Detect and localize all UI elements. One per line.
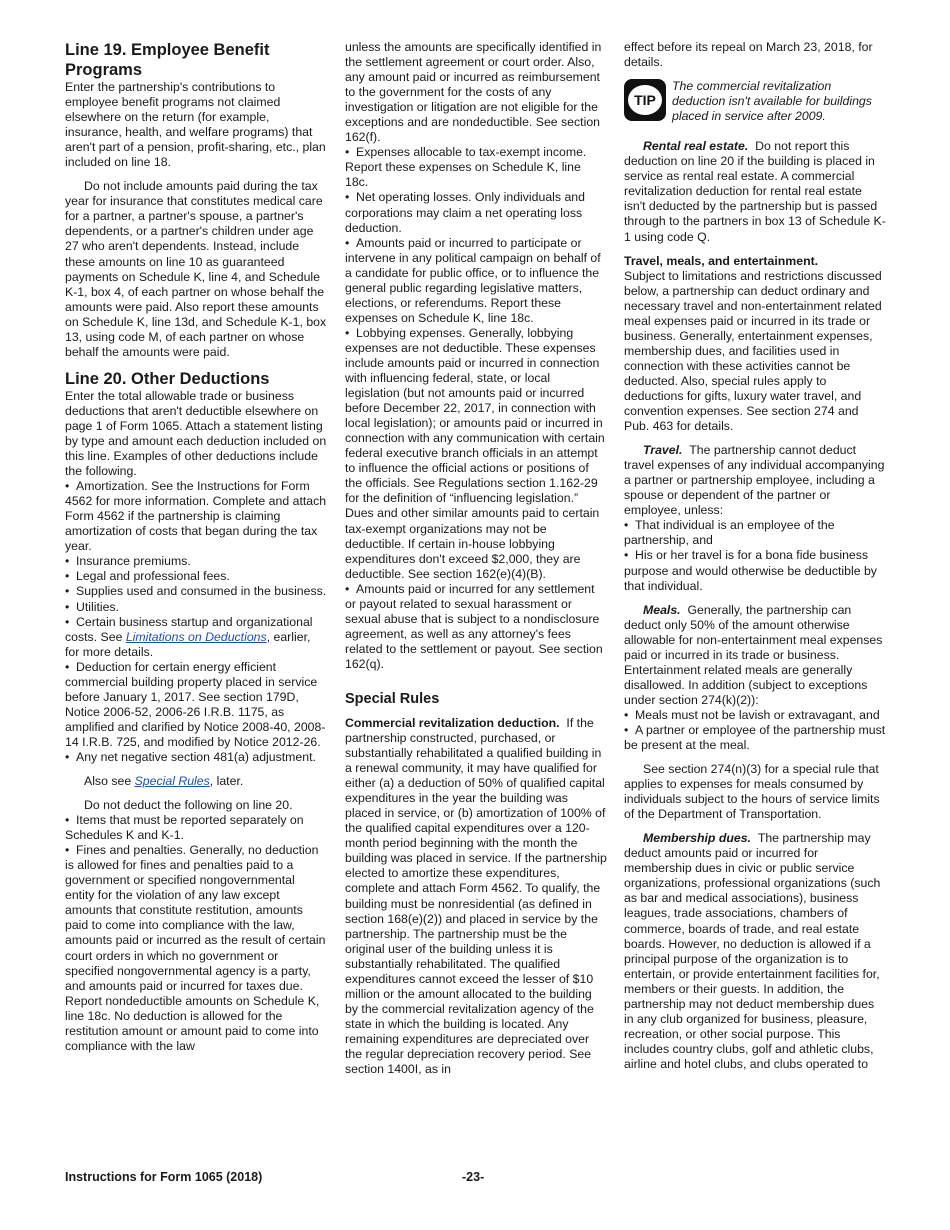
run-in-heading: Meals. bbox=[643, 602, 681, 617]
bullet-item: • Lobbying expenses. Generally, lobbying expenses are not deductible. These expenses include amounts paid or incurred in connection with influencing federal, state, or local legislation (but not amounts paid or incurred before December 22, 2017, in connection with local legislation); or amounts paid or incurred in connection with any communication with certain federal executive branch officials in an attempt to influence the official actions or positions of the officials. See Regulations section 1.162-29 for the definition of “influencing legislation.” Dues and other similar amounts paid to certain tax-exempt organizations may not be deductible. If certain in-house lobbying expenditures don't exceed $2,000, they are deductible. See section 162(e)(4)(B). bbox=[345, 326, 607, 582]
bullet-text: Certain business startup and organizational costs. See bbox=[65, 614, 313, 644]
run-in-heading: Rental real estate. bbox=[643, 139, 749, 154]
bullet-item: • Amortization. See the Instructions for Form 4562 for more information. Complete and attach Form 4562 if the partnership is claiming amortization of costs that began during the tax year. bbox=[65, 479, 327, 554]
paragraph: Enter the total allowable trade or business deductions that aren't deductible elsewhere on page 1 of Form 1065. Attach a statement listing by type and amount each deduction included on this line. Examples of other deductions include the following. bbox=[65, 388, 327, 479]
bullet-item: • Any net negative section 481(a) adjustment. bbox=[65, 750, 327, 765]
paragraph bbox=[624, 139, 886, 244]
paragraph-body: Do not report this deduction on line 20 if the building is placed in service as rental real estate. A commercial revitalization deduction for rental real estate isn't deducted by the partnership but is passed through to the partners in box 13 of Schedule K-1 using code Q. bbox=[624, 139, 886, 244]
subheading: Travel, meals, and entertainment. bbox=[624, 253, 819, 268]
column-2 bbox=[345, 40, 607, 1077]
bullet-item: • Amounts paid or incurred for any settlement or payout related to sexual harassment or sexual abuse that is subject to a nondisclosure agreement, as well as any attorney's fees related to the settlement or payout. See section 162(q). bbox=[345, 582, 607, 672]
paragraph: Enter the partnership's contributions to employee benefit programs not claimed elsewhere on the return (for example, insurance, health, and welfare programs) that aren't part of a pension, profit-sharing, etc., plan included on line 18. bbox=[65, 80, 326, 170]
footer-title: Instructions for Form 1065 (2018) bbox=[65, 1170, 263, 1184]
bullet-item bbox=[65, 615, 327, 660]
bullet-item: • A partner or employee of the partnership must be present at the meal. bbox=[624, 723, 886, 753]
tip-icon bbox=[624, 79, 666, 121]
paragraph-body: The partnership cannot deduct travel expenses of any individual accompanying a partner or partnership employee, including a spouse or dependent of the partner or employee, unless: bbox=[624, 443, 885, 518]
page-number: -23- bbox=[462, 1170, 485, 1184]
bullet-item: • Meals must not be lavish or extravagant, and bbox=[624, 708, 886, 723]
paragraph bbox=[345, 716, 607, 1077]
limitations-on-deductions-link[interactable]: Limitations on Deductions bbox=[125, 629, 267, 644]
paragraph-body: Subject to limitations and restrictions discussed below, a partnership can deduct ordinary and necessary travel and non-entertainment related meal expenses paid or incurred in its trade or business. Generally, entertainment expenses, membership dues, and facilities used in connection with these activities cannot be deducted. Also, special rules apply to deductions for gifts, luxury water travel, and convention expenses. See section 274 and Pub. 463 for details. bbox=[624, 268, 882, 434]
run-in-heading: Travel. bbox=[643, 443, 683, 458]
bullet-text: , earlier, for more details. bbox=[65, 629, 311, 659]
bullet-item: • Items that must be reported separately on Schedules K and K-1. bbox=[65, 813, 327, 843]
text: Also see bbox=[84, 774, 135, 789]
bullet-item: • Fines and penalties. Generally, no deduction is allowed for fines and penalties paid to a government or specified nongovernmental entity for the violation of any law except amounts that constitute restitution, amounts paid to come into compliance with the law, amounts paid or incurred as the result of certain court orders in which no government or specified nongovernmental agency is a party, and amounts paid or incurred for taxes due. Report nondeductible amounts on Schedule K, line 18c. No deduction is allowed for the restitution amount or amount paid to come into compliance with the law bbox=[65, 843, 327, 1054]
bullet-item: • Insurance premiums. bbox=[65, 554, 327, 569]
paragraph: unless the amounts are specifically identified in the settlement agreement or court order. Also, any amount paid or incurred as reimbursement to the government for the costs of any investigation or litigation are not eligible for the exceptions and are nondeductible. See section 162(f). bbox=[345, 40, 602, 145]
paragraph: effect before its repeal on March 23, 2018, for details. bbox=[624, 40, 873, 70]
paragraph: Do not deduct the following on line 20. bbox=[84, 798, 293, 813]
tip-label: TIP bbox=[628, 85, 662, 115]
paragraph bbox=[65, 774, 327, 789]
bullet-item: • Utilities. bbox=[65, 600, 327, 615]
run-in-heading: Membership dues. bbox=[643, 831, 751, 846]
paragraph: See section 274(n)(3) for a special rule that applies to expenses for meals consumed by individuals subject to the hours of service limits of the Department of Transportation. bbox=[624, 762, 880, 822]
heading-line-19: Line 19. Employee Benefit Programs bbox=[65, 41, 270, 79]
heading-line-20: Line 20. Other Deductions bbox=[65, 369, 270, 388]
paragraph: Do not include amounts paid during the tax year for insurance that constitutes medical care for a partner, a partner's spouse, a partner's dependents, or a partner's children under age 27 who aren't dependents. Instead, include these amounts on line 10 as guaranteed payments on Schedule K, line 4, and Schedule K-1, box 4, of each partner on whose behalf the amounts were paid. Also report these amounts on Schedule K, line 13d, and Schedule K-1, box 13, using code M, of each partner on whose behalf the amounts were paid. bbox=[65, 179, 327, 359]
paragraph-body: Generally, the partnership can deduct only 50% of the amount otherwise allowable for non-entertainment meal expenses paid or incurred in its trade or business. Entertainment related meals are generally disallowed. In addition (subject to exceptions under section 274(k)(2)): bbox=[624, 602, 883, 707]
column-1 bbox=[65, 40, 327, 1054]
column-3 bbox=[624, 40, 886, 1072]
paragraph bbox=[624, 254, 886, 435]
paragraph bbox=[624, 831, 886, 1072]
special-rules-link[interactable]: Special Rules bbox=[134, 774, 210, 789]
bullet-item: • That individual is an employee of the partnership, and bbox=[624, 518, 886, 548]
paragraph bbox=[624, 603, 886, 708]
bullet-item: • His or her travel is for a bona fide business purpose and would otherwise be deductible by that individual. bbox=[624, 548, 886, 593]
bullet-item: • Deduction for certain energy efficient commercial building property placed in service before January 1, 2017. See section 179D, Notice 2006-52, 2006-26 I.R.B. 1175, as amplified and clarified by Notice 2008-40, 2008-14 I.R.B. 725, and modified by Notice 2012-26. bbox=[65, 660, 327, 750]
bullet-item: • Amounts paid or incurred to participate or intervene in any political campaign on behalf of a candidate for public office, or to influence the general public regarding legislative matters, elections, or referendums. Report these expenses on Schedule K, line 18c. bbox=[345, 236, 607, 326]
paragraph-body: If the partnership constructed, purchased, or substantially rehabilitated a qualified building in a renewal community, it may have qualified for either (a) a deduction of 50% of qualified capital expenditures in the year the building was placed in service, or (b) amortization of 100% of the qualified capital expenditures over a 120-month period beginning with the month the building was placed in service. If the partnership elected to amortize these expenditures, complete and attach Form 4562. To qualify, the building must be nonresidential (as defined in section 168(e)(2)) and placed in service by the partnership. The partnership must be the original user of the building unless it is substantially rehabilitated. The qualified expenditures cannot exceed the lesser of $10 million or the amount allocated to the building by the commercial revitalization agency of the state in which the building is located. Any remaining expenditures are depreciated over the regular depreciation recovery period. See section 1400I, as in bbox=[345, 715, 607, 1077]
paragraph-body: The partnership may deduct amounts paid or incurred for membership dues in civic or public service organizations, professional organizations (such as bar and medical associations), business leagues, trade associations, chambers of commerce, boards of trade, and real estate boards. However, no deduction is allowed if a principal purpose of the organization is to entertain, or provide entertainment facilities for, members or their guests. In addition, the partnership may not deduct membership dues in any club organized for business, pleasure, recreation, or other social purpose. This includes country clubs, golf and athletic clubs, airline and hotel clubs, and clubs operated to bbox=[624, 831, 881, 1071]
tip-text: The commercial revitalization deduction isn't available for buildings placed in service after 2009. bbox=[672, 79, 872, 124]
bullet-item: • Supplies used and consumed in the business. bbox=[65, 584, 327, 599]
text: , later. bbox=[209, 774, 244, 789]
paragraph bbox=[624, 443, 886, 518]
bullet-item: • Expenses allocable to tax-exempt income. Report these expenses on Schedule K, line 18c. bbox=[345, 145, 607, 190]
bullet-item: • Legal and professional fees. bbox=[65, 569, 327, 584]
bullet-item: • Net operating losses. Only individuals and corporations may claim a net operating loss deduction. bbox=[345, 190, 607, 235]
page-footer bbox=[65, 1170, 886, 1186]
heading-special-rules: Special Rules bbox=[345, 690, 440, 707]
tip-box bbox=[624, 79, 886, 124]
run-in-heading: Commercial revitalization deduction. bbox=[345, 715, 560, 730]
